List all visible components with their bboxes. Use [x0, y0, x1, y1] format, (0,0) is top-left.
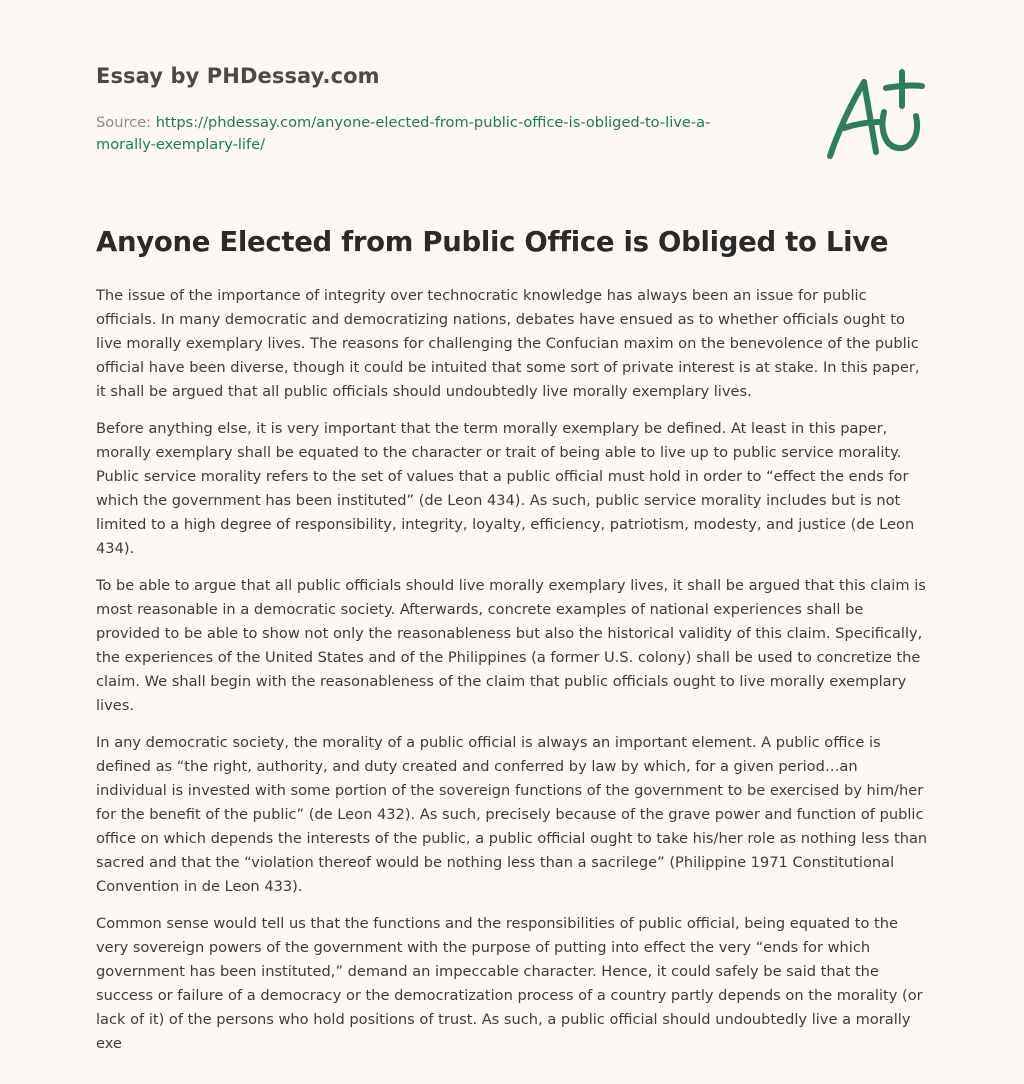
article-body — [96, 284, 928, 1069]
paragraph: The issue of the importance of integrity over technocratic knowledge has always been an issue for public officials. In many democratic and democratizing nations, debates have ensued as to whether officials ought to live morally exemplary lives. The reasons for challenging the Confucian maxim on the benevolence of the public official have been diverse, though it could be intuited that some sort of private interest is at stake. In this paper, it shall be argued that all public officials should undoubtedly live morally exemplary lives. — [96, 287, 920, 400]
paragraph: To be able to argue that all public officials should live morally exemplary lives, it shall be argued that this claim is most reasonable in a democratic society. Afterwards, concrete examples of national experiences shall be provided to be able to show not only the reasonableness but also the historical validity of this claim. Specifically, the experiences of the United States and of the Philippines (a former U.S. colony) shall be used to concretize the claim. We shall begin with the reasonableness of the claim that public officials ought to live morally exemplary lives. — [96, 577, 926, 714]
article-title: Anyone Elected from Public Office is Obliged to Live — [96, 226, 889, 258]
paragraph: Before anything else, it is very important that the term morally exemplary be defined. At least in this paper, morally exemplary shall be equated to the character or trait of being able to live up to public service morality. Public service morality refers to the set of values that a public official must hold in order to “effect the ends for which the government has been instituted” (de Leon 434). As such, public service morality includes but is not limited to a high degree of responsibility, integrity, loyalty, efficiency, patriotism, modesty, and justice (de Leon 434). — [96, 420, 915, 557]
a-plus-grade-icon — [824, 66, 928, 166]
paragraph: Common sense would tell us that the functions and the responsibilities of public official, being equated to the very sovereign powers of the government with the purpose of putting into effect the very “ends for which government has been instituted,” demand an impeccable character. Hence, it could safely be said that the success or failure of a democracy or the democratization process of a country partly depends on the morality (or lack of it) of the persons who hold positions of trust. As such, a public official should undoubtedly live a morally exe — [96, 915, 923, 1052]
site-brand: Essay by PHDessay.com — [96, 64, 380, 88]
paragraph: In any democratic society, the morality of a public official is always an important element. A public office is defined as “the right, authority, and duty created and conferred by law by which, for a given period…an individual is invested with some portion of the sovereign functions of the government to be exercised by him/her for the benefit of the public” (de Leon 432). As such, precisely because of the grave power and function of public office on which depends the interests of the public, a public official ought to take his/her role as nothing less than sacred and that the “violation thereof would be nothing less than a sacrilege” (Philippine 1971 Constitutional Convention in de Leon 433). — [96, 734, 928, 895]
source-line — [96, 112, 736, 156]
source-link[interactable]: https://phdessay.com/anyone-elected-from-public-office-is-obliged-to-live-a-morally-exemplary-life/ — [96, 114, 711, 153]
source-label: Source: — [96, 114, 156, 131]
